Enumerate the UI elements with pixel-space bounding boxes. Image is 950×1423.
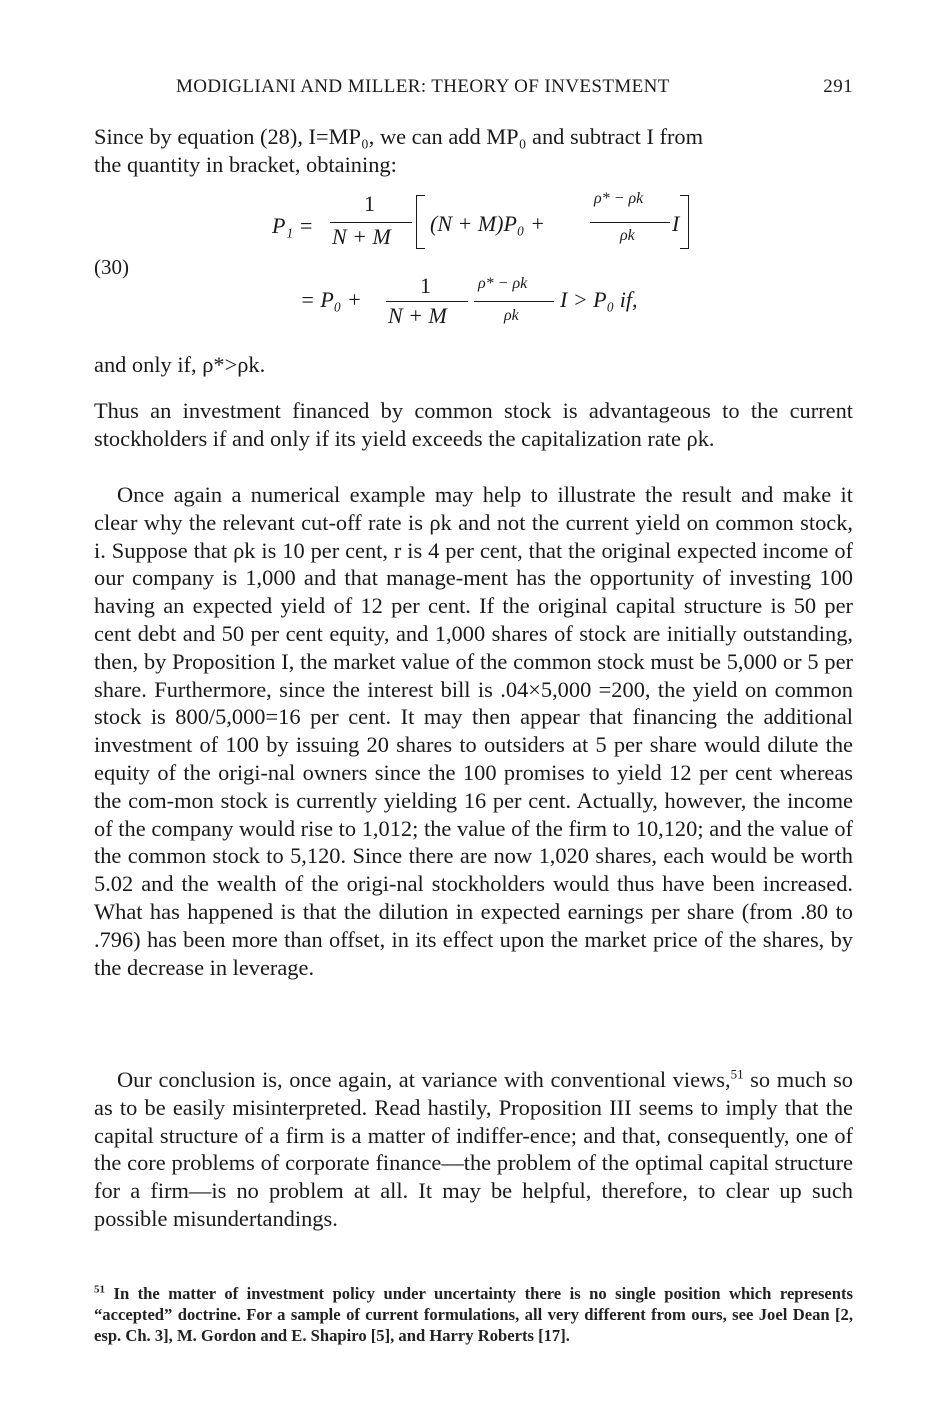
eq-I-1: I [672, 211, 680, 236]
eq-rho-num-2: ρ* − ρk [478, 275, 528, 292]
footnote-text: In the matter of investment policy under uncertainty there is no single position which represents “accepted” doctrine. For a sample of current formulations, all very different from ours, see Joel Dean [2, esp. Ch. 3], M. Gordon and E. Shapiro [5], and Harry Roberts [17]. [94, 1284, 853, 1345]
equation-30 [94, 185, 853, 345]
running-head [94, 76, 853, 100]
intro-line-2: the quantity in bracket, obtaining: [94, 151, 397, 177]
eq-frac3-num: 1 [420, 273, 431, 298]
running-title: MODIGLIANI AND MILLER: THEORY OF INVESTMENT [176, 76, 670, 97]
eq-frac1-den: N + M [332, 224, 391, 249]
eq-frac2-bar [590, 222, 670, 223]
eq-frac1-num: 1 [364, 191, 375, 216]
page-number: 291 [823, 76, 853, 97]
right-bracket [680, 195, 689, 249]
left-bracket [416, 195, 425, 249]
footnote-ref-51[interactable]: 51 [730, 1066, 744, 1082]
paragraph-3-start: Our conclusion is, once again, at variance with conventional views, [117, 1067, 731, 1092]
eq-line2-end: I > P₀ if, [560, 287, 638, 312]
footnote-51 [94, 1283, 853, 1346]
eq-rho-den-2: ρk [504, 307, 519, 324]
eq-rho-num-1: ρ* − ρk [594, 190, 644, 207]
eq-line2-start: = P₀ + [300, 287, 362, 312]
equation-label: (30) [94, 255, 129, 279]
eq-frac4-bar [474, 301, 554, 302]
eq-lhs: P₁ = [272, 213, 314, 238]
paragraph-1: Thus an investment financed by common stock is advantageous to the current stockholders if and only if its yield exceeds the capitalization rate ρk. [94, 398, 853, 451]
paragraph-3 [94, 1066, 853, 1233]
footnote-number: 51 [94, 1283, 105, 1296]
paragraph-3-rest: so much so as to be easily misinterpreted. Read hastily, Proposition III seems to imply that the capital structure of a firm is a matter of indiffer-ence; and that, consequently, one of the core problems of corporate finance—the problem of the optimal capital structure for a firm—is no problem at all. It may be helpful, therefore, to clear up such possible misundertandings. [94, 1067, 853, 1231]
eq-bracket-inner: (N + M)P₀ + [430, 211, 545, 236]
paragraph-2: Once again a numerical example may help to illustrate the result and make it clear why the relevant cut-off rate is ρk and not the current yield on common stock, i. Suppose that ρk is 10 per cent, r is 4 per cent, that the original expected income of our company is 1,000 and that manage-ment has the opportunity of investing 100 having an expected yield of 12 per cent. If the original capital structure is 50 per cent debt and 50 per cent equity, and 1,000 shares of stock are initially outstanding, then, by Proposition I, the market value of the common stock must be 5,000 or 5 per share. Furthermore, since the interest bill is .04×5,000 =200, the yield on common stock is 800/5,000=16 per cent. It may then appear that financing the additional investment of 100 by issuing 20 shares to outsiders at 5 per share would dilute the equity of the origi-nal owners since the 100 promises to yield 12 per cent whereas the com-mon stock is currently yielding 16 per cent. Actually, however, the income of the company would rise to 1,012; the value of the firm to 10,120; and the value of the common stock to 5,120. Since there are now 1,020 shares, each would be worth 5.02 and the wealth of the origi-nal stockholders would thus have been increased. What has happened is that the dilution in expected earnings per share (from .80 to .796) has been more than offset, in its effect upon the market price of the shares, by the decrease in leverage. [94, 482, 853, 980]
intro-line-1: Since by equation (28), I=MP₀, we can add MP₀ and subtract I from [94, 124, 704, 149]
eq-frac3-den: N + M [388, 303, 447, 328]
condition-line: and only if, ρ*>ρk. [94, 352, 266, 377]
intro-paragraph [94, 123, 853, 179]
page [94, 0, 853, 1423]
eq-rho-den-1: ρk [620, 227, 635, 244]
